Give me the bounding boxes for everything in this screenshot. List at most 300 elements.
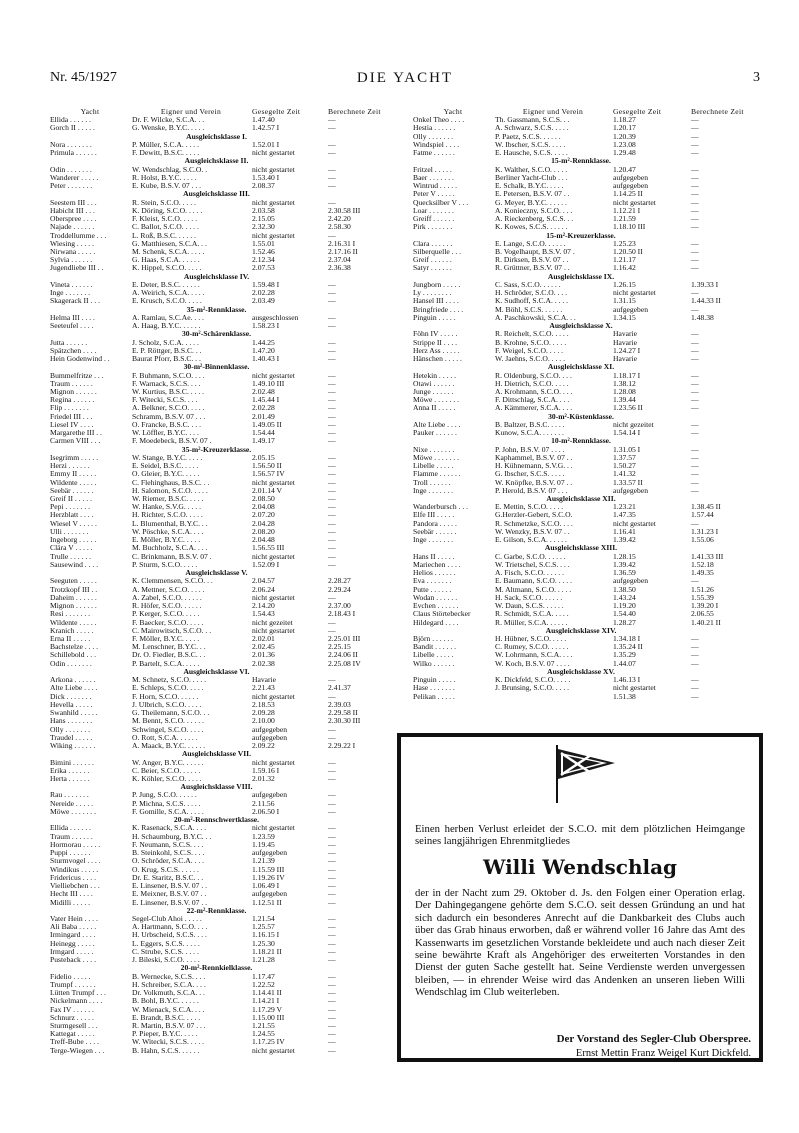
result-row [50, 610, 383, 618]
yacht-name: Wiesing . . . . . [50, 239, 94, 248]
result-row [413, 314, 749, 322]
sailed-time: 1.47.20 [252, 346, 275, 355]
owner-club: W. Wenzky, B.S.V. 07 . . [495, 527, 570, 536]
sailed-time: 1.22.52 [252, 980, 275, 989]
result-row [413, 404, 749, 412]
sailed-time: 1.44.07 [613, 659, 636, 668]
sailed-time: aufgegeben [252, 890, 287, 899]
sailed-time: 1.35.24 II [613, 643, 643, 652]
owner-club: C. Brinkmann, B.S.V. 07 . [132, 552, 212, 561]
owner-club: F. Dittschlag, S.C.A. . . . [495, 396, 570, 405]
yacht-name: Silberquelle . . . [413, 247, 462, 256]
owner-club: C. Sass, S.C.O. . . . . . [495, 280, 561, 289]
owner-club: F. Baecker, S.C.O. . . . . [132, 618, 204, 627]
calculated-time: — [328, 346, 336, 355]
sailed-time: 1.20.50 II [613, 247, 643, 256]
owner-club: W. Witecki, S.C.S. . . . . [132, 1038, 205, 1047]
result-row [50, 767, 383, 775]
sailed-time: 1.44.25 [252, 338, 275, 347]
result-row [50, 956, 383, 964]
calculated-time: — [328, 486, 336, 495]
sailed-time: 1.28.08 [613, 387, 636, 396]
result-row [413, 223, 749, 231]
sailed-time: 2.05.15 [252, 453, 275, 462]
yacht-name: Hans . . . . . . . [50, 717, 93, 726]
yacht-name: Nickelmann . . . . [50, 997, 103, 1006]
result-row [413, 380, 749, 388]
result-row [50, 586, 383, 594]
owner-club: R. Höfer, S.C.O. . . . . . [132, 602, 202, 611]
calculated-time: — [691, 239, 699, 248]
calculated-time: — [328, 429, 336, 438]
owner-club: E. Hausche, S.C.S. . . . . [495, 149, 568, 158]
sailed-time: 1.49.05 II [252, 420, 282, 429]
owner-club: M. Lenschner, B.Y.C. . . [132, 643, 206, 652]
owner-club: K. Clemmensen, S.C.O. . . [132, 577, 213, 586]
yacht-name: Elfe III . . . . . [413, 511, 455, 520]
owner-club: E. Linsener, B.S.V. 07 . . [132, 898, 208, 907]
yacht-name: Quecksilber V . . . [413, 198, 469, 207]
owner-club: J. Brunsing, S.C.O. . . . . [495, 684, 570, 693]
yacht-name: Onkel Theo . . . . [413, 116, 465, 125]
calculated-time: — [328, 544, 336, 553]
calculated-time: 2.25.01 III [328, 635, 361, 643]
result-row [50, 890, 383, 898]
class-heading: Ausgleichsklasse XV. [547, 667, 615, 676]
yacht-name: Sylvia . . . . . . [50, 256, 93, 265]
calculated-time: — [691, 478, 699, 487]
result-row [413, 330, 749, 338]
yacht-name: Pinguin . . . . . [413, 676, 456, 685]
sailed-time: 1.20.17 [613, 124, 636, 133]
sailed-time: 2.04.57 [252, 577, 275, 586]
calculated-time: — [328, 857, 336, 866]
result-row [50, 232, 383, 240]
result-row [50, 199, 383, 207]
result-row [413, 174, 749, 182]
owner-club: K. Rasenack, S.C.A. . . . [132, 824, 207, 833]
result-row [413, 166, 749, 174]
sailed-time: 2.01.49 [252, 412, 275, 421]
notice-signature: Der Vorstand des Segler-Club Oberspree. [556, 1033, 751, 1045]
calculated-time: — [691, 289, 699, 298]
sailed-time: nicht gestartet [613, 519, 656, 528]
owner-club: Berliner Yacht-Club . . . [495, 173, 568, 182]
result-row [50, 660, 383, 668]
yacht-name: Friedel III . . . [50, 412, 93, 421]
owner-club: F. Moedebeck, B.S.V. 07 . [132, 437, 212, 446]
result-row [50, 166, 383, 174]
sailed-time: 1.29.48 [613, 149, 636, 158]
class-heading: 35-m²-Kreuzerklasse. [181, 445, 252, 454]
calculated-time: — [691, 462, 699, 471]
sailed-time: 2.08.50 [252, 495, 275, 504]
result-row [50, 174, 383, 182]
sailed-time: 1.56.50 II [252, 462, 282, 471]
yacht-name: Ingeborg . . . . . [50, 536, 97, 545]
yacht-name: Midilli . . . . . [50, 898, 91, 907]
result-row [50, 857, 383, 865]
result-row [50, 553, 383, 561]
calculated-time: — [328, 791, 336, 800]
calculated-time: 1.51.26 [691, 585, 714, 594]
sailed-time: 2.03.58 [252, 206, 275, 215]
owner-club: Dr. F. Wilcke, S.C.A. . . [132, 116, 205, 125]
calculated-time: — [328, 898, 336, 907]
yacht-name: Regina . . . . . . [50, 396, 95, 405]
calculated-time: — [328, 766, 336, 775]
calculated-time: — [328, 289, 336, 298]
result-row [413, 306, 749, 314]
owner-club: B. Krohne, S.C.O. . . . . [495, 338, 567, 347]
sailed-time: 1.39.42 [613, 560, 636, 569]
result-row [50, 561, 383, 569]
result-row [413, 446, 749, 454]
sailed-time: nicht gestartet [252, 1046, 295, 1055]
yacht-name: Wilko . . . . . . [413, 659, 455, 668]
owner-club: J. Scholz, S.C.A. . . . . [132, 338, 199, 347]
yacht-name: Flamme . . . . . . [413, 470, 461, 479]
sailed-time: 2.01.36 [252, 651, 275, 660]
result-row [413, 190, 749, 198]
result-row [413, 182, 749, 190]
sailed-time: 1.51.38 [613, 692, 636, 701]
owner-club: E. P. Röttger, B.S.C. . . [132, 346, 202, 355]
yacht-name: Ellida . . . . . . [50, 116, 91, 125]
owner-club: A. Zabel, S.C.O. . . . . . [132, 593, 202, 602]
result-row [413, 660, 749, 668]
notice-intro: Einen herben Verlust erleidet der S.C.O. mit dem plötzlichen Heimgange seines langjährigen Ehrenmitgliedes [415, 823, 745, 848]
calculated-time: — [328, 396, 336, 405]
calculated-time: — [328, 1030, 336, 1039]
yacht-name: Resi . . . . . . . [50, 610, 91, 619]
result-row [50, 479, 383, 487]
result-row [50, 116, 383, 124]
yacht-name: Putte . . . . . . [413, 585, 452, 594]
yacht-name: Pusteback . . . . [50, 956, 96, 965]
result-row [50, 429, 383, 437]
yacht-name: Traudel . . . . . [50, 733, 93, 742]
result-row [50, 1047, 383, 1055]
yacht-name: Oberspree . . . . [50, 215, 97, 224]
sailed-time: 1.21.39 [252, 857, 275, 866]
yacht-name: Ali Baba . . . . . [50, 923, 97, 932]
result-row [50, 874, 383, 882]
magazine-title: DIE YACHT [356, 70, 454, 86]
class-heading: Ausgleichsklasse II. [184, 157, 249, 166]
class-heading: Ausgleichsklasse V. [185, 569, 248, 578]
class-heading: Ausgleichsklasse VIII. [180, 783, 253, 792]
calculated-time: — [328, 923, 336, 932]
calculated-time: 2.42.20 [328, 215, 351, 224]
result-row [50, 940, 383, 948]
owner-club: E. Lange, S.C.O. . . . . . [495, 239, 566, 248]
yacht-name: Helios . . . . . . [413, 569, 456, 578]
result-row [413, 264, 749, 272]
result-row [413, 536, 749, 544]
owner-club: E. Deter, B.S.C. . . . . . [132, 280, 200, 289]
sailed-time: 1.52.09 I [252, 560, 280, 569]
sailed-time: 1.47.40 [252, 116, 275, 125]
sailed-time: 2.01.32 [252, 774, 275, 783]
yacht-name: Skagerack II . . . [50, 297, 100, 306]
yacht-name: Satyr . . . . . . [413, 264, 452, 273]
yacht-name: Wanderer . . . . . [50, 173, 99, 182]
sailed-time: 2.06.50 I [252, 807, 280, 816]
result-row [50, 223, 383, 231]
sailed-time: 2.02.01 [252, 635, 275, 643]
result-row [50, 791, 383, 799]
calculated-time: — [328, 149, 336, 158]
sailed-time: 1.28.27 [613, 618, 636, 627]
result-row [413, 207, 749, 215]
owner-club: E. Brandt, B.S.C. . . . . [132, 1013, 201, 1022]
result-row [50, 676, 383, 684]
yacht-name: Jungborn . . . . . [413, 280, 461, 289]
result-row [50, 775, 383, 783]
yacht-name: Isegrimm . . . . . [50, 453, 99, 462]
result-row [50, 248, 383, 256]
calculated-time: — [691, 676, 699, 685]
sailed-time: 1.12.21 I [613, 206, 641, 215]
calculated-time: — [691, 182, 699, 191]
sailed-time: 1.19.20 [613, 602, 636, 611]
result-row [50, 511, 383, 519]
result-row [413, 454, 749, 462]
result-row [50, 487, 383, 495]
class-heading: Ausgleichsklasse XII. [546, 495, 616, 504]
calculated-time: — [691, 355, 699, 364]
result-row [50, 1030, 383, 1038]
result-row [413, 610, 749, 618]
sailed-time: 1.56.57 IV [252, 470, 285, 479]
yacht-name: Herta . . . . . . [50, 774, 90, 783]
owner-club: G. Matthiesen, S.C.A. . . [132, 239, 207, 248]
yacht-name: Windikus . . . . . [50, 865, 99, 874]
owner-club: E. Gilson, S.C.A. . . . . . [495, 536, 567, 545]
sailed-time: 2.10.00 [252, 717, 275, 726]
yacht-name: Traum . . . . . . [50, 832, 93, 841]
yacht-name: Hansel III . . . . [413, 297, 459, 306]
calculated-time: — [691, 470, 699, 479]
owner-club: B. Wernecke, S.C.S. . . . [132, 972, 206, 981]
owner-club: H. Schröder, S.C.O. . . . [495, 289, 568, 298]
yacht-name: Bringfriede . . . . [413, 305, 464, 314]
issue-number: Nr. 45/1927 [50, 70, 117, 85]
sailed-time: 1.21.54 [252, 914, 275, 923]
calculated-time: — [691, 206, 699, 215]
result-row [413, 396, 749, 404]
calculated-time: — [691, 396, 699, 405]
calculated-time: — [691, 643, 699, 652]
sailed-time: 2.11.56 [252, 799, 275, 808]
header-calc: Berechnete Zeit [328, 108, 381, 116]
yacht-name: Trumpf . . . . . . [50, 980, 96, 989]
calculated-time: — [328, 527, 336, 536]
club-pennant-icon [551, 743, 621, 805]
yacht-name: Troddellumme . . . [50, 231, 107, 240]
result-row [50, 973, 383, 981]
sailed-time: 1.50.27 [613, 462, 636, 471]
yacht-name: Jutta . . . . . . [50, 338, 88, 347]
result-row [50, 643, 383, 651]
owner-club: R. Schmidt, S.C.A. . . . . [495, 610, 569, 619]
sailed-time: 1.38.12 [613, 379, 636, 388]
result-row [413, 553, 749, 561]
result-row [50, 734, 383, 742]
sailed-time: 1.25.23 [613, 239, 636, 248]
owner-club: F. Horn, S.C.O. . . . . . [132, 692, 199, 701]
yacht-name: Erika . . . . . . [50, 766, 90, 775]
owner-club: O. Francke, B.S.C. . . . [132, 420, 201, 429]
yacht-name: Herzblatt . . . . [50, 511, 94, 520]
header-calc: Berechnete Zeit [691, 108, 744, 116]
calculated-time: — [328, 470, 336, 479]
owner-club: O. Gleier, B.Y.C. . . . . [132, 470, 200, 479]
owner-club: G. Theilemann, S.C.O. . . [132, 709, 210, 718]
owner-club: C. Rumey, S.C.O. . . . . . [495, 643, 569, 652]
owner-club: R. Schmetzke, S.C.O. . . . [495, 519, 573, 528]
sailed-time: 1.37.57 [613, 453, 636, 462]
calculated-time: — [691, 453, 699, 462]
owner-club: G.Herzler-Gebert, S.C.O. [495, 511, 573, 520]
owner-club: Dr. Volkmuth, S.C.A. . . [132, 989, 205, 998]
calculated-time: — [328, 956, 336, 965]
owner-club: M. Buchholz, S.C.A. . . . [132, 544, 208, 553]
result-row [413, 141, 749, 149]
result-row [50, 824, 383, 832]
yacht-name: Odin . . . . . . . [50, 165, 92, 174]
yacht-name: Inge . . . . . . . [413, 486, 454, 495]
owner-club: F. Buhmann, S.C.O. . . . [132, 371, 205, 380]
sailed-time: 1.59.16 I [252, 766, 280, 775]
owner-club: W. Trietschel, S.C.S. . . . [495, 560, 570, 569]
result-row [413, 643, 749, 651]
yacht-name: Windspiel . . . . [413, 140, 460, 149]
result-row [50, 849, 383, 857]
calculated-time: — [328, 140, 336, 149]
calculated-time: — [328, 1022, 336, 1031]
result-row [50, 413, 383, 421]
owner-club: K. Köhler, S.C.O. . . . . [132, 774, 202, 783]
calculated-time: — [691, 305, 699, 314]
owner-club: M. Schnetz, S.C.O. . . . . [132, 676, 207, 685]
yacht-name: Hormorau . . . . . [50, 840, 101, 849]
yacht-name: Arkona . . . . . . [50, 676, 96, 685]
result-row [50, 1022, 383, 1030]
owner-club: W. Kurtius, B.S.C. . . . . [132, 387, 205, 396]
owner-club: Segel-Club Ahoi . . . . . [132, 914, 202, 923]
calculated-time: — [691, 256, 699, 265]
calculated-time: 1.40.21 II [691, 618, 721, 627]
yacht-name: Kattegat . . . . . [50, 1030, 95, 1039]
owner-club: H. Schreiber, S.C.A. . . . [132, 980, 206, 989]
result-row [50, 635, 383, 643]
result-row [413, 569, 749, 577]
header-yacht: Yacht [443, 108, 463, 116]
owner-club: J. Ulbrich, S.C.O. . . . . [132, 700, 202, 709]
calculated-time: — [691, 190, 699, 199]
yacht-name: Greif II . . . . . [50, 495, 92, 504]
calculated-time: — [328, 280, 336, 289]
sailed-time: 1.14.21 I [252, 997, 280, 1006]
owner-club: H. Salomon, S.C.O. . . . . [132, 486, 208, 495]
result-row [50, 709, 383, 717]
result-row [50, 141, 383, 149]
yacht-name: Hase . . . . . . . [413, 684, 455, 693]
sailed-time: 1.41.32 [613, 470, 636, 479]
yacht-name: Wiesel V . . . . . [50, 519, 97, 528]
owner-club: Th. Gassmann, S.C.S. . . [495, 116, 570, 125]
result-row [50, 347, 383, 355]
yacht-name: Pinguin . . . . . [413, 313, 456, 322]
yacht-name: Primula . . . . . . [50, 149, 97, 158]
owner-club: P. Herold, B.S.V. 07 . . . [495, 486, 568, 495]
calculated-time: — [328, 560, 336, 569]
owner-club: B. Bohl, B.Y.C. . . . . . [132, 997, 199, 1006]
yacht-name: Inge . . . . . . . [50, 289, 91, 298]
sailed-time: nicht gestartet [613, 198, 656, 207]
sailed-time: 2.01.14 V [252, 486, 283, 495]
owner-club: M. Altmann, S.C.O. . . . . [495, 585, 572, 594]
sailed-time: 1.18.10 III [613, 223, 646, 232]
yacht-name: Peter V . . . . . [413, 190, 455, 199]
yacht-name: Vielliebchen . . . [50, 882, 100, 891]
owner-club: W. Pöschke, S.C.A. . . . [132, 527, 204, 536]
sailed-time: 2.04.28 [252, 519, 275, 528]
sailed-time: 2.18.53 [252, 700, 275, 709]
result-row [413, 289, 749, 297]
calculated-time: — [328, 116, 336, 125]
sailed-time: aufgegeben [613, 305, 648, 314]
yacht-name: Schillebold . . . [50, 651, 96, 660]
sailed-time: 2.02.38 [252, 659, 275, 668]
result-row [413, 503, 749, 511]
sailed-time: 1.20.47 [613, 165, 636, 174]
calculated-time: 1.39.20 I [691, 602, 719, 611]
sailed-time: 1.38.50 [613, 585, 636, 594]
sailed-time: 1.36.59 [613, 569, 636, 578]
result-row [50, 981, 383, 989]
owner-club: P. Michna, S.C.S. . . . . [132, 799, 201, 808]
result-row [50, 915, 383, 923]
header-owner: Eigner und Verein [522, 108, 584, 116]
calculated-time: — [691, 330, 699, 339]
owner-club: H. Dietrich, S.C.O. . . . . [495, 379, 569, 388]
owner-club: W. Ibscher, S.C.S. . . . . [495, 140, 566, 149]
class-heading: Ausgleichsklasse IX. [547, 272, 615, 281]
calculated-time: — [328, 1038, 336, 1047]
yacht-name: Trotzkopf III . . [50, 585, 98, 594]
yacht-name: Najade . . . . . . [50, 223, 95, 232]
calculated-time: — [691, 577, 699, 586]
owner-club: W. Anger, B.Y.C. . . . . . [132, 758, 204, 767]
calculated-time: — [328, 1046, 336, 1055]
owner-club: C. Mairowitsch, S.C.O. . . [132, 626, 212, 635]
result-row [50, 256, 383, 264]
calculated-time: — [691, 684, 699, 693]
yacht-name: Seeteufel . . . . [50, 322, 94, 331]
calculated-time: — [328, 914, 336, 923]
result-row [50, 182, 383, 190]
class-heading: 15-m²-Rennklasse. [551, 157, 611, 166]
calculated-time: — [328, 453, 336, 462]
calculated-time: — [328, 890, 336, 899]
owner-club: A. Ramlau, S.C.Ae. . . . [132, 313, 204, 322]
result-row [413, 676, 749, 684]
yacht-name: Föhn IV . . . . . [413, 330, 458, 339]
result-row [50, 528, 383, 536]
